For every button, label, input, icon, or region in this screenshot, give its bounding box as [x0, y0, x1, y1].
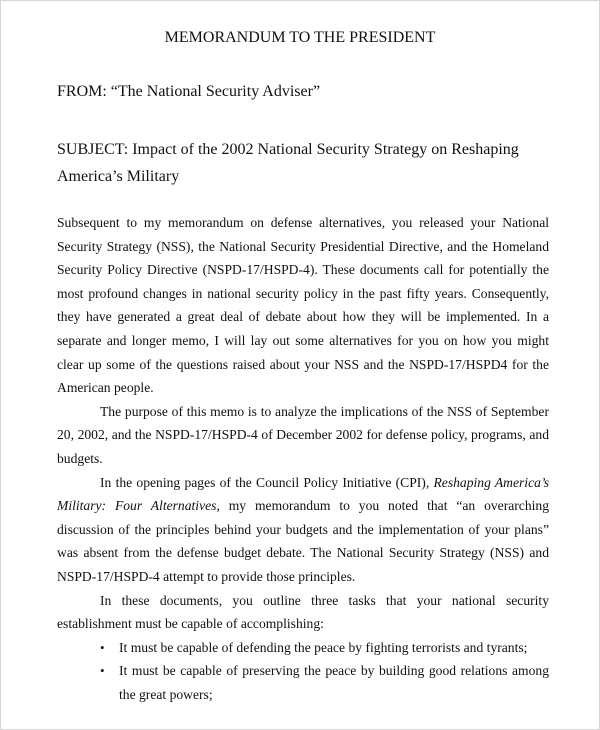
memo-body	[57, 211, 549, 706]
bullet-icon: •	[100, 663, 105, 679]
bullet-item-text: It must be capable of defending the peace by fighting terrorists and tyrants;	[119, 639, 528, 655]
from-line: FROM: “The National Security Adviser”	[57, 83, 321, 100]
tasks-bullet-list	[57, 636, 549, 707]
paragraph-3-text-before: In the opening pages of the Council Policy Initiative (CPI),	[100, 474, 434, 490]
cpi-publication-title: Reshaping America’s Military: Four Alternatives	[57, 474, 549, 514]
bullet-item-text: It must be capable of preserving the peace by building good relations among the great powers;	[119, 663, 549, 702]
memo-title: MEMORANDUM TO THE PRESIDENT	[164, 29, 436, 46]
body-paragraph-3	[57, 471, 549, 589]
subject-line-1: SUBJECT: Impact of the 2002 National Security Strategy on Reshaping	[57, 141, 519, 158]
bullet-item	[100, 636, 549, 660]
body-paragraph-2: The purpose of this memo is to analyze the implications of the NSS of September 20, 2002, and the NSPD-17/HSPD-4 of December 2002 for defense policy, programs, and budgets.	[57, 403, 549, 466]
subject-block	[57, 136, 557, 190]
body-paragraph-1: Subsequent to my memorandum on defense alternatives, you released your National Security Strategy (NSS), the National Security Presidential Directive, and the Homeland Security Policy Directive (NSPD-17/HSPD-4). These documents call for potentially the most profound changes in national security policy in the past fifty years. Consequently, they have generated a great deal of debate about how they will be implemented. In a separate and longer memo, I will lay out some alternatives for you on how you might clear up some of the questions raised about your NSS and the NSPD-17/HSPD4 for the American people.	[57, 215, 549, 396]
bullet-item	[100, 659, 549, 706]
subject-line-2: America’s Military	[57, 168, 180, 185]
bullet-icon: •	[100, 639, 105, 655]
body-paragraph-4: In these documents, you outline three tasks that your national security establishment must be capable of accomplishing:	[57, 592, 549, 632]
paragraph-3-text-after: , my memorandum to you noted that “an overarching discussion of the principles behind your budgets and the implementation of your plans” was absent from the defense budget debate. The National Security Strategy (NSS) and NSPD-17/HSPD-4 attempt to provide those principles.	[57, 498, 549, 584]
